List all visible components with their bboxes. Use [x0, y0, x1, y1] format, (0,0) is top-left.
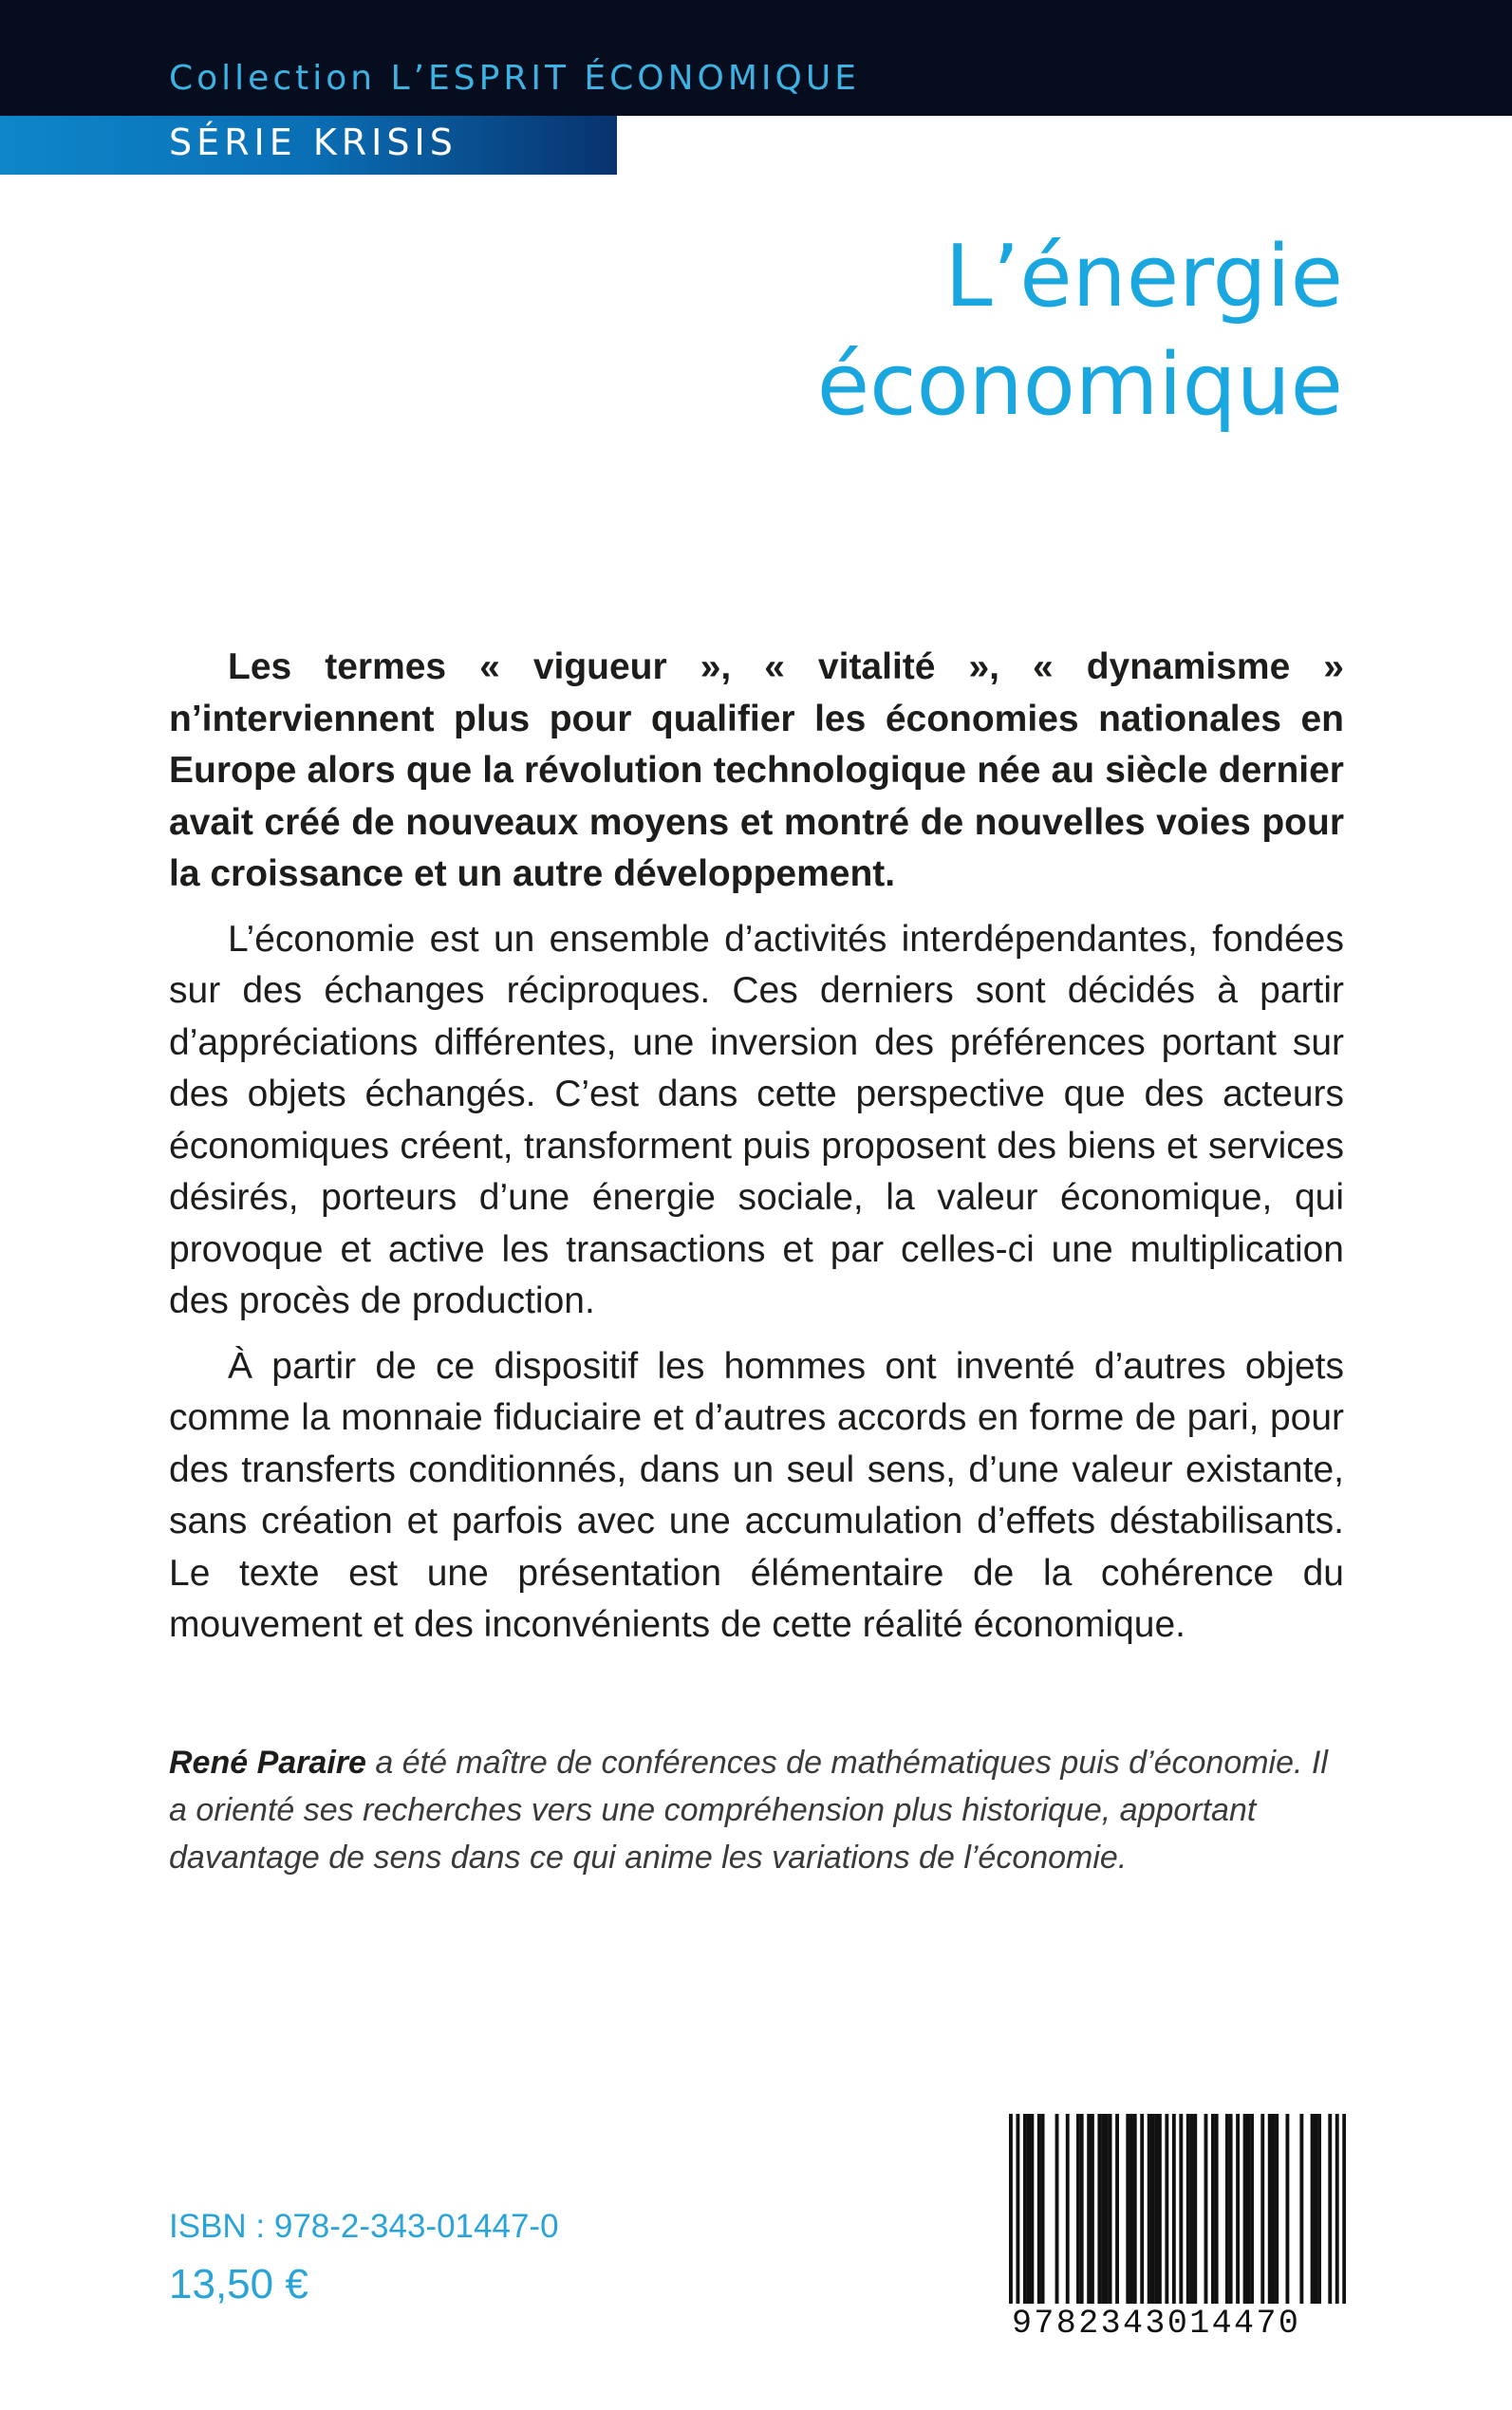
- barcode-bar: [1243, 2114, 1247, 2304]
- barcode-bar: [1126, 2114, 1129, 2304]
- blurb-paragraph-1: Les termes « vigueur », « vitalité », « dynamisme » n’interviennent plus pour qualifier les économies nationales en Europe alors que la révolution technologique née au siècle dernier avait créé de nouveaux moyens et montré de nouvelles voies pour la croissance et un autre développement.: [169, 646, 1344, 894]
- series-name: SÉRIE KRISIS: [169, 121, 457, 163]
- barcode-digits: 9782343014470: [1012, 2305, 1301, 2343]
- blurb-paragraph-3: À partir de ce dispositif les hommes ont inventé d’autres objets comme la monnaie fiduciaire et d’autres accords en forme de pari, pour des transferts conditionnés, dans un seul sens, d’une valeur existante, sans création et parfois avec une accumulation d’effets déstabilisants. Le texte est une présentation élémentaire de la cohérence du mouvement et des inconvénients de cette réalité économique.: [169, 1345, 1344, 1645]
- barcode-bar: [1268, 2114, 1272, 2304]
- barcode-bar: [1129, 2114, 1133, 2304]
- blurb: [169, 642, 1344, 1665]
- barcode-bar: [1133, 2114, 1137, 2304]
- barcode-bar: [1285, 2114, 1289, 2304]
- barcode-bar: [1101, 2114, 1105, 2304]
- barcode-bar: [1109, 2114, 1112, 2304]
- barcode-bar: [1030, 2114, 1034, 2304]
- barcode-bar: [1009, 2114, 1013, 2304]
- barcode-bar: [1275, 2114, 1279, 2304]
- barcode-bar: [1172, 2114, 1176, 2304]
- barcode-bar: [1211, 2114, 1215, 2304]
- book-title-line-1: L’énergie: [944, 227, 1343, 327]
- barcode-bar: [1193, 2114, 1197, 2304]
- barcode-bar: [1165, 2114, 1168, 2304]
- book-title: [489, 223, 1343, 439]
- barcode-bar: [1097, 2114, 1101, 2304]
- barcode-bar: [1158, 2114, 1162, 2304]
- blurb-paragraph-2: L’économie est un ensemble d’activités interdépendantes, fondées sur des échanges réciproques. Ces derniers sont décidés à partir d’appréciations différentes, une inversion des préférences portant sur des objets échangés. C’est dans cette perspective que des acteurs économiques créent, transforment puis proposent des biens et services désirés, porteurs d’une énergie sociale, la valeur économique, qui provoque et active les transactions et par celles-ci une multiplication des procès de production.: [169, 918, 1344, 1321]
- barcode-bar: [1215, 2114, 1219, 2304]
- isbn: ISBN : 978-2-343-01447-0: [169, 2208, 559, 2245]
- barcode-bar: [1342, 2114, 1346, 2304]
- author-name: René Paraire: [169, 1745, 366, 1781]
- barcode-bar: [1076, 2114, 1080, 2304]
- barcode-bar: [1027, 2114, 1031, 2304]
- barcode-bar: [1311, 2114, 1315, 2304]
- author-bio-text: a été maître de conférences de mathématiques puis d’économie. Il a orienté ses recherches vers une compréhension plus historique, apportant davantage de sens dans ce qui anime les variations de l’économie.: [169, 1745, 1328, 1876]
- barcode-bar: [1140, 2114, 1144, 2304]
- barcode-bar: [1250, 2114, 1254, 2304]
- barcode-bar: [1186, 2114, 1190, 2304]
- barcode-bar: [1055, 2114, 1059, 2304]
- barcode-bar: [1225, 2114, 1229, 2304]
- barcode-bar: [1091, 2114, 1094, 2304]
- barcode-bar: [1204, 2114, 1208, 2304]
- author-bio: [169, 1739, 1344, 1881]
- barcode-bar: [1190, 2114, 1194, 2304]
- barcode-bar: [1236, 2114, 1240, 2304]
- barcode-bar: [1260, 2114, 1264, 2304]
- barcode-bar: [1150, 2114, 1154, 2304]
- barcode-bar: [1154, 2114, 1158, 2304]
- barcode-bar: [1115, 2114, 1119, 2304]
- barcode-bar: [1105, 2114, 1109, 2304]
- barcode: [1009, 2114, 1346, 2304]
- barcode-bar: [1066, 2114, 1070, 2304]
- header-band: [0, 0, 1512, 116]
- barcode-bar: [1041, 2114, 1045, 2304]
- barcode-bar: [1080, 2114, 1084, 2304]
- collection-name: Collection L’ESPRIT ÉCONOMIQUE: [169, 59, 860, 98]
- barcode-bar: [1246, 2114, 1250, 2304]
- barcode-bar: [1016, 2114, 1019, 2304]
- barcode-bar: [1314, 2114, 1317, 2304]
- barcode-bar: [1023, 2114, 1027, 2304]
- book-title-line-2: économique: [816, 335, 1343, 435]
- barcode-bar: [1037, 2114, 1041, 2304]
- barcode-bar: [1229, 2114, 1233, 2304]
- barcode-bar: [1328, 2114, 1332, 2304]
- barcode-bar: [1299, 2114, 1303, 2304]
- barcode-bar: [1148, 2114, 1151, 2304]
- barcode-bar: [1335, 2114, 1339, 2304]
- barcode-bar: [1179, 2114, 1183, 2304]
- barcode-bar: [1272, 2114, 1276, 2304]
- barcode-bar: [1087, 2114, 1091, 2304]
- barcode-bars: [1009, 2114, 1346, 2304]
- price: 13,50 €: [169, 2261, 308, 2307]
- barcode-bar: [1317, 2114, 1321, 2304]
